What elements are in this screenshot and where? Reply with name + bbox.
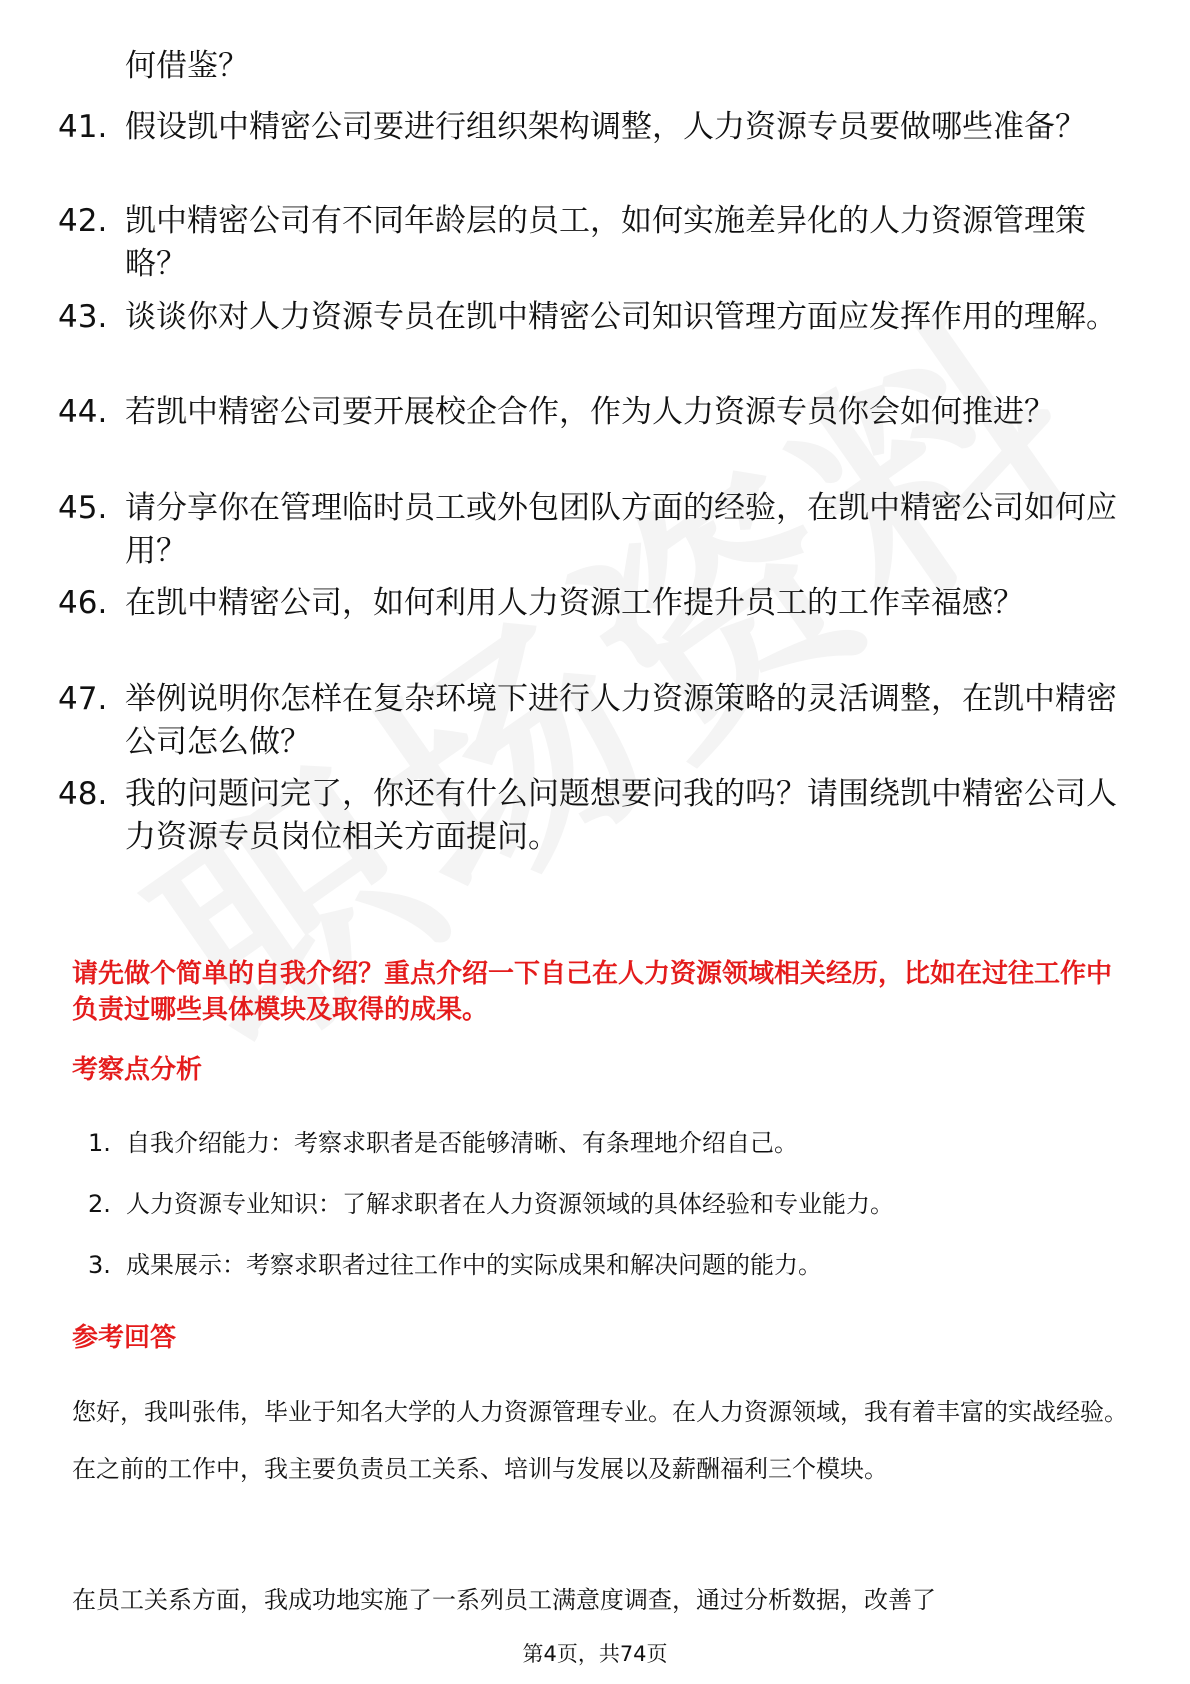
- point-text: 自我介绍能力：考察求职者是否能够清晰、有条理地介绍自己。: [126, 1129, 798, 1157]
- question-text: 举例说明你怎样在复杂环境下进行人力资源策略的灵活调整，在凯中精密公司怎么做？: [125, 681, 1117, 760]
- question-number: 44.: [58, 394, 108, 430]
- question-text: 凯中精密公司有不同年龄层的员工，如何实施差异化的人力资源管理策略？: [125, 203, 1086, 282]
- question-number: 45.: [58, 490, 108, 526]
- point-number: 3.: [88, 1251, 111, 1279]
- question-number: 46.: [58, 585, 108, 621]
- page-footer: 第4页，共74页: [522, 1642, 668, 1666]
- answer-paragraph: 在员工关系方面，我成功地实施了一系列员工满意度调查，通过分析数据，改善了: [72, 1586, 936, 1614]
- point-number: 1.: [88, 1129, 111, 1157]
- question-text: 请分享你在管理临时员工或外包团队方面的经验，在凯中精密公司如何应用？: [125, 490, 1117, 569]
- question-number: 48.: [58, 776, 108, 812]
- point-text: 人力资源专业知识：了解求职者在人力资源领域的具体经验和专业能力。: [126, 1190, 894, 1218]
- question-text: 假设凯中精密公司要进行组织架构调整，人力资源专员要做哪些准备？: [125, 109, 1086, 145]
- question-number: 47.: [58, 681, 108, 717]
- reference-title: 参考回答: [72, 1323, 177, 1353]
- question-text: 若凯中精密公司要开展校企合作，作为人力资源专员你会如何推进？: [125, 394, 1055, 430]
- question-number: 43.: [58, 299, 108, 335]
- question-text: 我的问题问完了，你还有什么问题想要问我的吗？请围绕凯中精密公司人力资源专员岗位相关方面提问。: [125, 776, 1117, 855]
- point-text: 成果展示：考察求职者过往工作中的实际成果和解决问题的能力。: [126, 1251, 822, 1279]
- point-number: 2.: [88, 1190, 111, 1218]
- question-text: 在凯中精密公司，如何利用人力资源工作提升员工的工作幸福感？: [125, 585, 1024, 621]
- analysis-title: 考察点分析: [72, 1055, 203, 1085]
- question-text: 何借鉴？: [125, 48, 249, 84]
- question-number: 41.: [58, 109, 108, 145]
- answer-paragraph: 您好，我叫张伟，毕业于知名大学的人力资源管理专业。在人力资源领域，我有着丰富的实战经验。在之前的工作中，我主要负责员工关系、培训与发展以及薪酬福利三个模块。: [72, 1398, 1128, 1483]
- question-text: 谈谈你对人力资源专员在凯中精密公司知识管理方面应发挥作用的理解。: [125, 299, 1117, 335]
- question-number: 42.: [58, 203, 108, 239]
- lead-question: 请先做个简单的自我介绍？重点介绍一下自己在人力资源领域相关经历，比如在过往工作中负责过哪些具体模块及取得的成果。: [72, 959, 1113, 1025]
